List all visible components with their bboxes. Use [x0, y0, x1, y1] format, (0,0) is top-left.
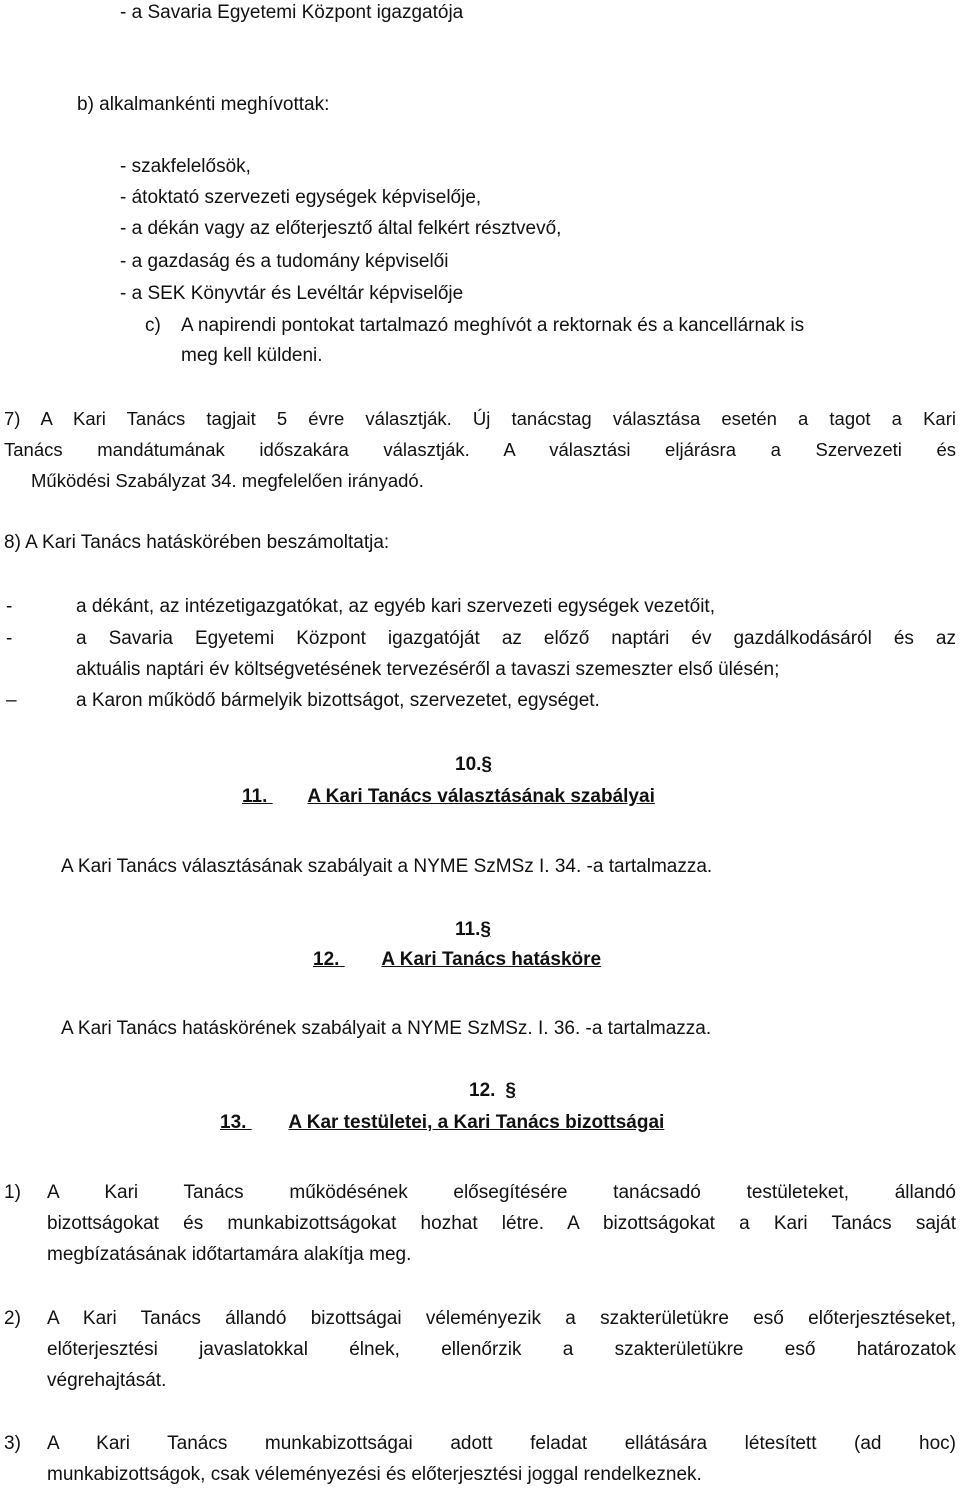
list-dash: -: [6, 628, 13, 649]
para-line: végrehajtását.: [47, 1370, 167, 1391]
section-old-number: [455, 917, 491, 943]
section-sign: §: [480, 919, 491, 940]
list-item: a Savaria Egyetemi Központ igazgatóját az előző naptári év gazdálkodásáról és az: [76, 628, 956, 649]
para-line: munkabizottságok, csak véleményezési és előterjesztési joggal rendelkeznek.: [47, 1464, 702, 1485]
section-number: 12.: [313, 949, 340, 970]
section-old-number: [455, 752, 492, 778]
section-sign: §: [505, 1080, 516, 1101]
list-item-continuation: aktuális naptári év költségvetésének tervezéséről a tavaszi szemeszter első ülésén;: [76, 659, 780, 680]
occasional-invitees-title: b) alkalmankénti meghívottak:: [77, 94, 330, 115]
para7-line: [31, 468, 424, 494]
section-number: 13.: [220, 1112, 247, 1133]
para-line: A Kari Tanács működésének elősegítésére tanácsadó testületeket, állandó: [47, 1182, 956, 1203]
section-title: A Kari Tanács választásának szabályai: [307, 786, 655, 807]
para-line: A Kari Tanács munkabizottságai adott feladat ellátására létesített (ad hoc): [47, 1433, 956, 1454]
section-body: A Kari Tanács választásának szabályait a NYME SzMSz I. 34. -a tartalmazza.: [61, 856, 713, 877]
list-item: - átoktató szervezeti egységek képviselője,: [120, 187, 482, 208]
section-sign: §: [481, 754, 492, 775]
list-item: - a gazdaság és a tudomány képviselői: [120, 251, 449, 272]
para-line: bizottságokat és munkabizottságokat hozhat létre. A bizottságokat a Kari Tanács saját: [47, 1213, 956, 1234]
list-item: - szakfelelősök,: [120, 156, 251, 177]
point-c-line: A napirendi pontokat tartalmazó meghívót a rektornak és a kancellárnak is: [181, 315, 805, 336]
section-number: 12.: [469, 1080, 496, 1101]
section-number: 10.: [455, 754, 482, 775]
point-c-line: meg kell küldeni.: [181, 345, 323, 366]
para-line: előterjesztési javaslatokkal élnek, ellenőrzik a szakterületükre eső határozatok: [47, 1339, 956, 1360]
para-label: 3): [4, 1433, 21, 1454]
section-heading: [242, 784, 655, 810]
section-number: 11.: [242, 786, 268, 807]
section-heading: [313, 947, 601, 973]
para-line: megbízatásának időtartamára alakítja meg.: [47, 1244, 412, 1265]
section-number: 11.: [455, 919, 481, 940]
list-dash: -: [6, 596, 13, 617]
list-dash: –: [6, 690, 17, 711]
savaria-director-item: - a Savaria Egyetemi Központ igazgatója: [120, 2, 464, 23]
para-label: 2): [4, 1308, 21, 1329]
list-item: a dékánt, az intézetigazgatókat, az egyéb kari szervezeti egységek vezetőit,: [76, 596, 715, 617]
para8-title: 8) A Kari Tanács hatáskörében beszámoltatja:: [4, 532, 390, 553]
para-line: A Kari Tanács állandó bizottságai véleményezik a szakterületükre eső előterjesztéseket,: [47, 1308, 956, 1329]
list-item: a Karon működő bármelyik bizottságot, szervezetet, egységet.: [76, 690, 600, 711]
para7-line-text: Működési Szabályzat 34. megfelelően irányadó.: [31, 470, 424, 491]
para7-line: Tanács mandátumának időszakára választják. A választási eljárásra a Szervezeti és: [4, 439, 956, 460]
list-item: - a dékán vagy az előterjesztő által felkért résztvevő,: [120, 218, 562, 239]
section-body: A Kari Tanács hatáskörének szabályait a NYME SzMSz. I. 36. -a tartalmazza.: [61, 1018, 712, 1039]
section-old-number: [469, 1078, 516, 1104]
list-item: - a SEK Könyvtár és Levéltár képviselője: [120, 283, 464, 304]
section-title: A Kari Tanács hatásköre: [381, 949, 602, 970]
para7-line: 7) A Kari Tanács tagjait 5 évre választják. Új tanácstag választása esetén a tagot a Kari: [4, 408, 956, 429]
section-title: A Kar testületei, a Kari Tanács bizottságai: [288, 1112, 665, 1133]
point-c-label: c): [145, 315, 161, 336]
section-heading: [220, 1110, 664, 1136]
para-label: 1): [4, 1182, 21, 1203]
